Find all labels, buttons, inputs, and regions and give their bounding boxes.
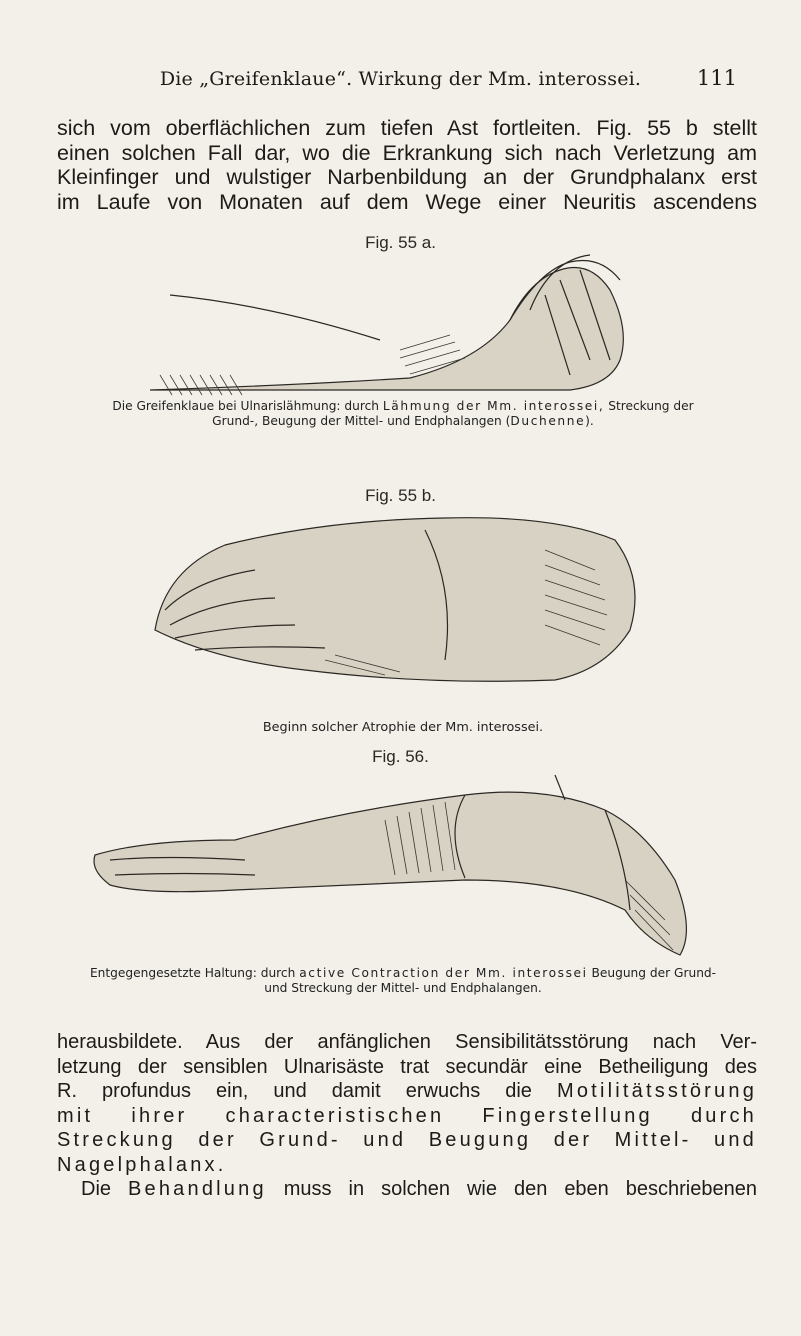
running-title: Die „Greifenklaue“. Wirkung der Mm. interossei. — [159, 68, 642, 90]
text-line: letzung der sensiblen Ulnarisäste trat secundär eine Betheiligung des — [57, 1055, 757, 1078]
emphasis-run: Behandlung — [128, 1178, 267, 1200]
emphasis-run: Motilitätsstörung — [557, 1080, 758, 1102]
figure-55a-illustration — [150, 250, 710, 400]
text-line: einen solchen Fall dar, wo die Erkrankung sich nach Verletzung am — [57, 140, 757, 165]
text-run: Die — [81, 1178, 112, 1200]
figure-55a-label: Fig. 55 a. — [365, 233, 436, 252]
caption-text: Entgegengesetzte Haltung: durch — [89, 966, 296, 980]
figure-56-label: Fig. 56. — [372, 747, 429, 766]
figure-56-illustration — [85, 770, 715, 965]
caption-text: und Streckung der Mittel- und Endphalangen. — [264, 981, 542, 995]
text-line — [57, 1079, 757, 1104]
text-line: Kleinfinger und wulstiger Narbenbildung an der Grundphalanx erst — [57, 165, 757, 189]
text-line — [57, 1177, 757, 1202]
intro-paragraph — [57, 116, 757, 214]
emphasis-line: Streckung der Grund- und Beugung der Mittel- und — [57, 1129, 757, 1151]
text-line: im Laufe von Monaten auf dem Wege einer Neuritis ascendens — [57, 189, 757, 214]
caption-text: Streckung der — [608, 399, 694, 413]
figure-55b-label: Fig. 55 b. — [365, 486, 436, 505]
caption-emphasis: Lähmung der Mm. interossei, — [382, 399, 605, 413]
running-header — [0, 64, 801, 94]
page-number: 111 — [696, 66, 737, 90]
body-paragraph — [57, 1030, 757, 1202]
figure-55a-caption — [50, 399, 756, 429]
text-run: R. profundus ein, und damit erwuchs die — [57, 1080, 532, 1102]
caption-text: Die Greifenklaue bei Ulnarislähmung: durch — [112, 399, 380, 413]
caption-text: ). — [585, 414, 594, 428]
text-run: muss in solchen wie den eben beschriebenen — [283, 1178, 757, 1200]
caption-text: Beugung der Grund- — [591, 966, 717, 980]
figure-56-caption — [50, 966, 756, 996]
caption-emphasis: active Contraction der Mm. interossei — [299, 966, 588, 980]
caption-author: Duchenne — [510, 414, 586, 428]
emphasis-line: Nagelphalanx. — [57, 1153, 227, 1176]
text-line: herausbildete. Aus der anfänglichen Sensibilitätsstörung nach Ver- — [57, 1031, 757, 1053]
figure-55b-illustration — [125, 510, 665, 690]
caption-text: Grund-, Beugung der Mittel- und Endphalangen ( — [212, 414, 511, 428]
emphasis-line: mit ihrer characteristischen Fingerstellung durch — [57, 1104, 757, 1127]
figure-55b-caption: Beginn solcher Atrophie der Mm. interossei. — [262, 720, 544, 735]
text-line: sich vom oberflächlichen zum tiefen Ast fortleiten. Fig. 55 b stellt — [57, 116, 757, 140]
